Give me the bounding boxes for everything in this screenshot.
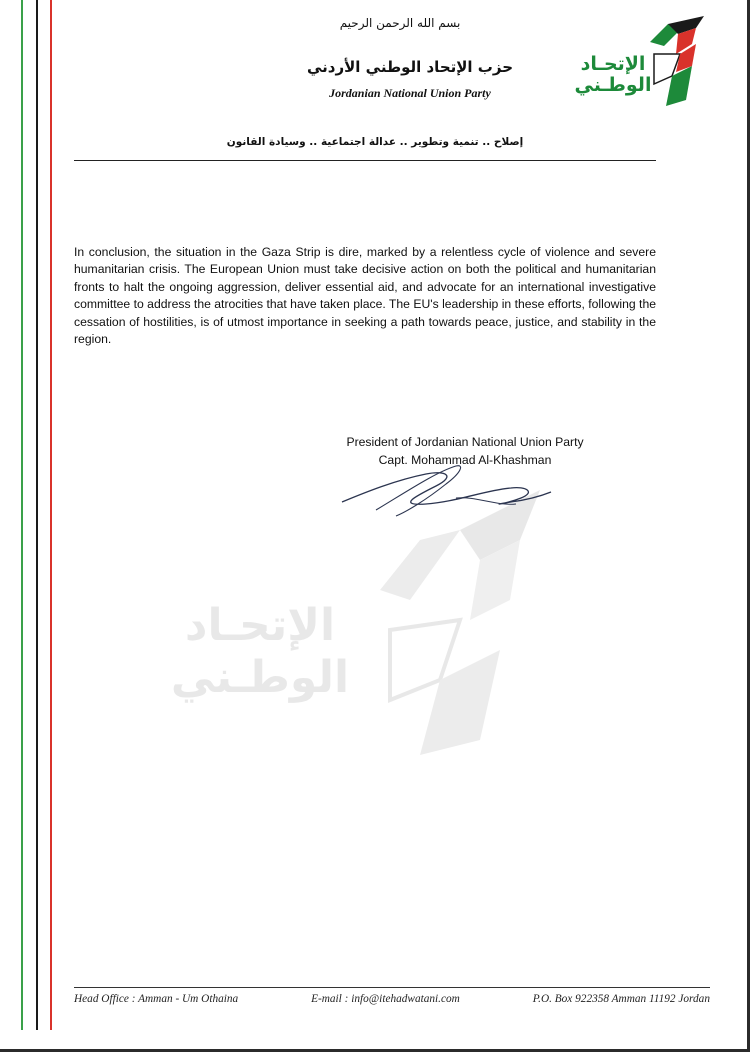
signatory-title: President of Jordanian National Union Party <box>346 435 584 449</box>
handwritten-signature <box>336 462 556 520</box>
party-name-arabic: حزب الإتحاد الوطني الأردني <box>306 58 514 76</box>
footer <box>74 993 710 1005</box>
logo-wordmark <box>568 54 658 96</box>
header-divider <box>74 160 656 161</box>
watermark-wordmark-line2: الوطـني <box>170 652 350 703</box>
green-stripe <box>21 0 23 1030</box>
footer-po-box: P.O. Box 922358 Amman 11192 Jordan <box>532 993 710 1005</box>
footer-head-office: Head Office : Amman - Um Othaina <box>74 993 239 1005</box>
basmala: بسم الله الرحمن الرحيم <box>339 16 461 30</box>
logo-wordmark-line1: الإتحـاد <box>580 53 646 75</box>
watermark-wordmark <box>160 600 360 704</box>
red-stripe <box>50 0 52 1030</box>
black-stripe <box>36 0 38 1030</box>
footer-divider <box>74 987 710 988</box>
party-logo <box>568 14 708 114</box>
party-slogan: إصلاح .. تنمية وتطوير .. عدالة اجتماعية .. وسيادة القانون <box>226 136 524 148</box>
watermark-wordmark-line1: الإتحـاد <box>184 600 336 651</box>
footer-email[interactable]: E-mail : info@itehadwatani.com <box>311 993 460 1005</box>
logo-wordmark-line2: الوطـني <box>574 74 652 96</box>
body-paragraph: In conclusion, the situation in the Gaza Strip is dire, marked by a relentless cycle of violence and severe humanitarian crisis. The European Union must take decisive action on both the political and humanitarian fronts to halt the ongoing aggression, deliver essential aid, and advocate for an international investigative committee to address the atrocities that have taken place. The EU's leadership in these efforts, following the cessation of hostilities, is of utmost importance in seeking a path towards peace, justice, and stability in the region. <box>74 245 656 347</box>
signatory-name: Capt. Mohammad Al-Khashman <box>378 453 552 467</box>
party-name-english: Jordanian National Union Party <box>329 86 491 100</box>
